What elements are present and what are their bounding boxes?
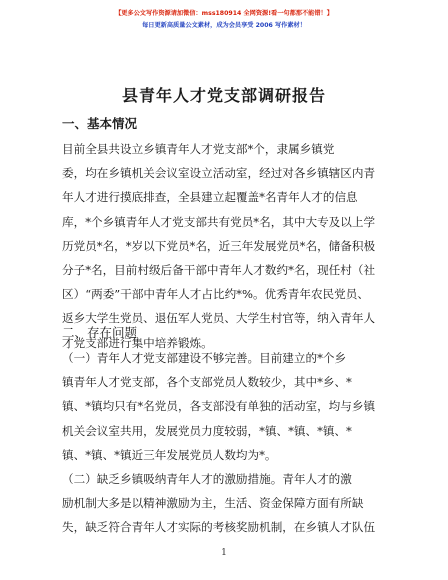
text-line: （一）青年人才党支部建设不够完善。目前建立的*个乡 (62, 351, 347, 365)
text-line: （二）缺乏乡镇吸纳青年人才的激励措施。青年人才的激 (62, 472, 352, 486)
text-line: 年人才进行摸底排查，全县建立起覆盖*名青年人才的信息 (62, 190, 358, 205)
top-banner-line-2: 每日更新高质量公文素材，成为会员享受 2006 写作素材！ (142, 22, 306, 29)
section-heading-basic-info: 一、基本情况 (62, 116, 138, 131)
paragraph-problem-2 (62, 467, 388, 540)
text-line: 镇、*镇均只有*名党员，各支部没有单独的活动室，均与乡镇 (62, 399, 376, 414)
text-line: 分子*名，目前村级后备干部中青年人才数约*名，现任村（社 (62, 263, 376, 278)
top-banner-line-1: 【更多公文写作资源请加微信：mss180914 全网资源!看一句都那不能错！】 (115, 10, 333, 17)
paragraph-problem-1 (62, 346, 388, 467)
section-heading-problems: 二、存在问题 (62, 325, 138, 340)
text-line: 委，均在乡镇机关会议室设立活动室，经过对各乡镇辖区内青 (62, 166, 376, 181)
text-line: 镇青年人才党支部，各个支部党员人数较少，其中*乡、* (62, 375, 352, 390)
text-line: 镇、*镇、*镇近三年发展党员人数均为*。 (62, 447, 277, 462)
text-line: 机关会议室共用，发展党员力度较弱，*镇、*镇、*镇、* (62, 423, 352, 438)
text-line: 返乡大学生党员、退伍军人党员、大学生村官等，纳入青年人 (62, 311, 376, 326)
text-line: 区）“两委”干部中青年人才占比约*%。优秀青年农民党员、 (62, 287, 369, 302)
text-line: 历党员*名，*岁以下党员*名，近三年发展党员*名，储备积极 (62, 238, 376, 253)
page-number: 1 (221, 548, 227, 558)
text-line: 库，*个乡镇青年人才党支部共有党员*名，其中大专及以上学 (62, 214, 376, 229)
document-title: 县青年人才党支部调研报告 (121, 86, 326, 105)
text-line: 才党支部进行集中培养锻炼。 (62, 335, 213, 350)
text-line: 目前全县共设立乡镇青年人才党支部*个，隶属乡镇党 (62, 142, 335, 156)
text-line: 失，缺乏符合青年人才实际的考核奖励机制，在乡镇人才队伍 (62, 520, 376, 535)
text-line: 励机制大多是以精神激励为主，生活、资金保障方面有所缺 (62, 496, 364, 511)
